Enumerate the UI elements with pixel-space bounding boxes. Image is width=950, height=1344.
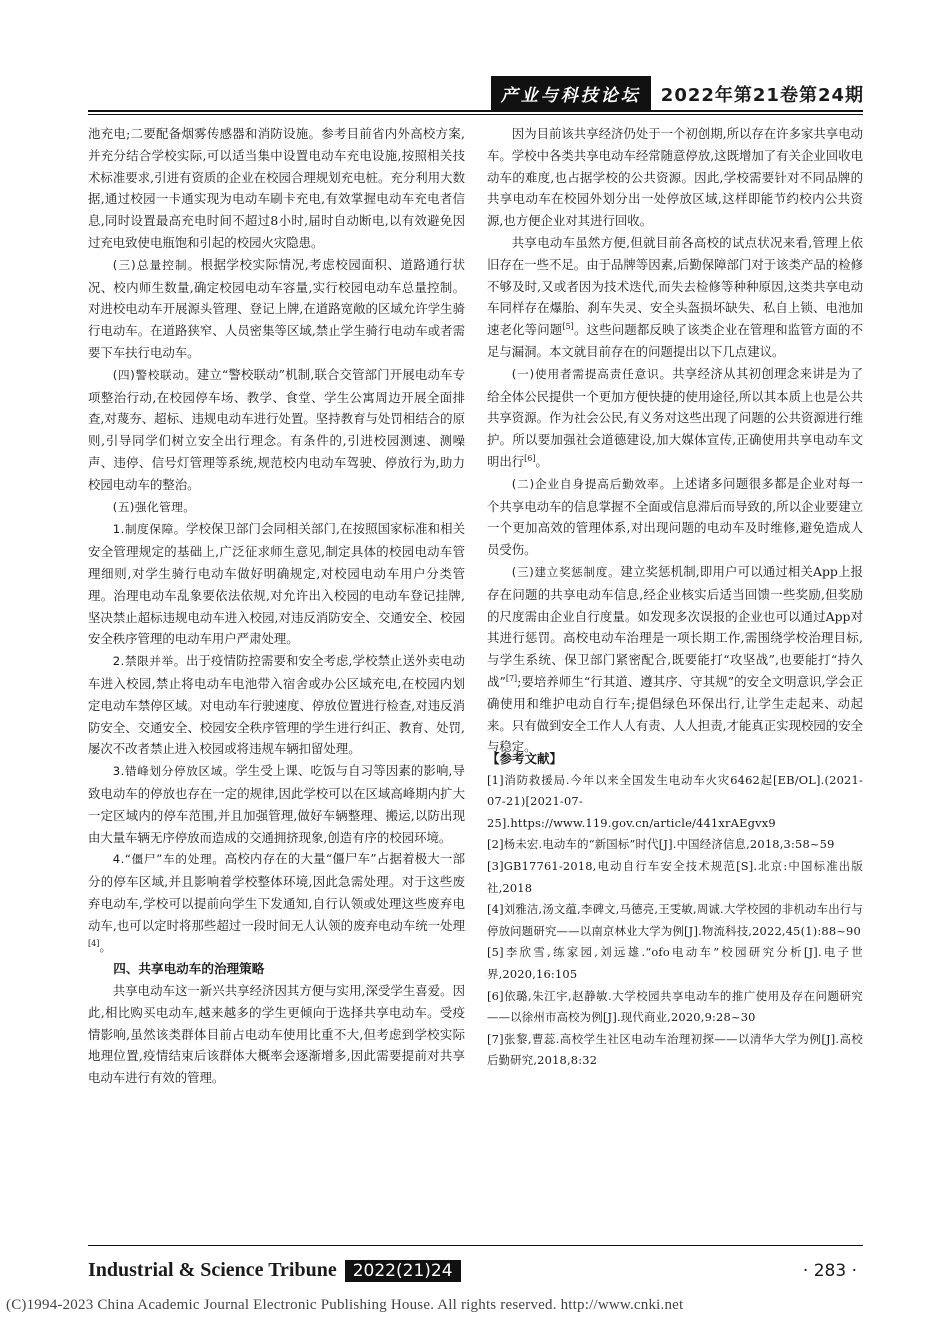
paragraph: (一)使用者需提高责任意识。共享经济从其初创理念来讲是为了给全体公民提供一个更加方便快捷的使用途径,所以其本质上也是公共共享资源。作为社会公民,有义务对这些出现了问题的公共资源进行维护。所以要加强社会道德建设,加大媒体宣传,正确使用共享电动车文明出行[6]。 (487, 365, 863, 469)
citation: [7] (505, 673, 518, 683)
paragraph: 共享电动车虽然方便,但就目前各高校的试点状况来看,管理上依旧存在一些不足。由于品牌等因素,后勤保障部门对于该类产品的检修不够及时,又或者因为技术迭代,而失去检修等种种原因,这类共享电动车同样存在爆胎、刹车失灵、安全头盔损坏缺失、私自上锁、电池加速老化等问题[5]。这些问题都反映了该类企业在管理和监管方面的不足与漏洞。本文就目前存在的问题提出以下几点建议。 (487, 234, 864, 359)
header-rule-thin (88, 114, 863, 115)
citation: [6] (524, 453, 536, 463)
paragraph-lead: (三)建立奖惩制度。 (511, 564, 621, 579)
paragraph: (四)警校联动。建立“警校联动”机制,联合交管部门开展电动车专项整治行动,在校园停车场、教学、食堂、学生公寓周边开展全面排查,对蔑夯、超标、违规电动车进行处置。坚持教育与处罚相结合的原则,引导同学们树立安全出行理念。有条件的,引进校园测速、测噪声、违停、信号灯管理等系统,规范校内电动车驾驶、停放行为,助力校园电动车的整治。 (88, 366, 466, 492)
running-header (491, 76, 864, 111)
paragraph-lead: 2.禁限并举。 (112, 654, 186, 669)
paragraph-lead: 4.“僵尸”车的处理。 (112, 852, 225, 867)
reference-item: [2]杨未宏.电动车的“新国标”时代[J].中国经济信息,2018,3:58~59 (487, 837, 835, 852)
journal-issue: 2022年第21卷第24期 (660, 84, 864, 106)
paragraph: 1.制度保障。学校保卫部门会同相关部门,在按照国家标准和相关安全管理规定的基础上,广泛征求师生意见,制定具体的校园电动车管理细则,对学生骑行电动车做好明确规定,对校园电动车用户分类管理。治理电动车乱象要依法依规,对允许出入校园的电动车登记挂牌,坚决禁止超标违规电动车进入校园,对违反消防安全、交通安全、校园安全秩序管理的电动车用户严肃处理。 (88, 521, 465, 647)
paragraph: 共享电动车这一新兴共享经济因其方便与实用,深受学生喜爱。因此,相比购买电动车,越来越多的学生更倾向于选择共享电动车。受疫情影响,虽然该类群体目前占电动车使用比重不大,但考虑到学校实际地理位置,疫情结束后该群体大概率会逐渐增多,因此需要提前对共享电动车进行有效的管理。 (88, 983, 465, 1086)
header-rule (88, 110, 863, 112)
paragraph: 2.禁限并举。出于疫情防控需要和安全考虑,学校禁止送外卖电动车进入校园,禁止将电动车电池带入宿舍或办公区域充电,在校园内划定电动车禁停区域。对电动车行驶速度、停放位置进行检查,对违反消防安全、交通安全、校园安全秩序管理的学生进行纠正、教育、处罚,屡次不改者禁止进入校园或将违规车辆扣留处理。 (88, 653, 465, 757)
reference-item: [4]刘雅洁,汤文蕴,李碑文,马德亮,王雯敏,周诚.大学校园的非机动车出行与停放问题研究——以南京林业大学为例[J].物流科技,2022,45(1):88~90 (487, 902, 863, 938)
paragraph: (三)总量控制。根据学校实际情况,考虑校园面积、道路通行状况、校内师生数量,确定校园电动车容量,实行校园电动车总量控制。对进校电动车开展源头管理、登记上牌,在道路宽敞的区域允许学生骑行电动车。在道路狭窄、人员密集等区域,禁止学生骑行电动车或者需要下车扶行电动车。 (88, 256, 465, 360)
reference-item: [1]消防救援局.今年以来全国发生电动车火灾6462起[EB/OL].(2021-07-21)[2021-07-25].https://www.119.gov.cn/article/441xrAEgvx9 (487, 772, 863, 830)
footer-journal (88, 1259, 461, 1282)
reference-item: [5]李欣雪,练家园,刘远雄.“ofo电动车”校园研究分析[J].电子世界,2020,16:105 (487, 945, 863, 981)
page-number: · 283 · (802, 1261, 857, 1281)
paragraph: (二)企业自身提高后勤效率。上述诸多问题很多都是企业对每一个共享电动车的信息掌握不全面或信息滞后而导致的,所以企业要建立一个更加高效的管理体系,对出现问题的电动车及时维修,避免造成人员受伤。 (487, 475, 863, 558)
journal-name: 产业与科技论坛 (491, 76, 651, 111)
paragraph-lead: 1.制度保障。 (112, 522, 186, 537)
paragraph: 因为目前该共享经济仍处于一个初创期,所以存在许多家共享电动车。学校中各类共享电动车经常随意停放,这既增加了有关企业回收电动车的难度,也占据学校的公共资源。因此,学校需要针对不同品牌的共享电动车在校园外划分出一处停放区域,这样即能节约校内公共资源,也方便企业对其进行回收。 (487, 126, 863, 229)
citation: [4] (88, 939, 100, 949)
paragraph-lead: (四)警校联动。 (112, 367, 197, 382)
paragraph: (三)建立奖惩制度。建立奖惩机制,即用户可以通过相关App上报存在问题的共享电动车信息,经企业核实后适当回馈一些奖励,但奖励的尺度需由企业自行度量。如发现多次误报的企业也可以通过App对其进行惩罚。高校电动车治理是一项长期工作,需围绕学校治理目标,与学生系统、保卫部门紧密配合,既要能打“攻坚战”,也要能打“持久战”[7];要培养师生“行其道、遵其序、守其规”的安全文明意识,学会正确使用和维护电动自行车;提倡绿色环保出行,让学生走起来、动起来。只有做到安全工作人人有责、人人担责,才能真正实现校园的安全与稳定。 (487, 563, 863, 755)
footer-issue: 2022(21)24 (345, 1260, 461, 1282)
reference-item: [6]依璐,朱江宇,赵静敏.大学校园共享电动车的推广使用及存在问题研究——以徐州市高校为例[J].现代商业,2020,9:28~30 (487, 988, 863, 1025)
paragraph-lead: 3.错峰划分停放区域。 (112, 764, 236, 779)
footer-journal-title: Industrial & Science Tribune (88, 1259, 337, 1281)
paragraph-lead: (一)使用者需提高责任意识。 (511, 366, 673, 381)
section-heading: 四、共享电动车的治理策略 (113, 961, 265, 977)
right-column (487, 123, 863, 758)
citation: [5] (562, 322, 574, 332)
paragraph: 4.“僵尸”车的处理。高校内存在的大量“僵尸车”占据着极大一部分的停车区域,并且影响着学校整体环境,因此急需处理。对于这些废弃电动车,学校可以提前向学生下发通知,自行认领或处理这些废弃电动车,也可以定时将那些超过一段时间无人认领的废弃电动车统一处理[4]。 (88, 851, 465, 955)
paragraph-lead: (二)企业自身提高后勤效率。 (511, 476, 673, 491)
left-column (88, 123, 465, 1089)
references-title: 【参考文献】 (487, 751, 563, 766)
footer-rule (88, 1245, 863, 1246)
paragraph: 池充电;二要配备烟雾传感器和消防设施。参考目前省内外高校方案,并充分结合学校实际,可以适当集中设置电动车充电设施,按照相关技术标准要求,引进有资质的企业在校园合理规划充电桩。充分利用大数据,通过校园一卡通实现为电动车刷卡充电,有效掌握电动车充电者信息,同时设置最高充电时间不超过8小时,届时自动断电,以有效避免因过充电致使电瓶饱和引起的校园火灾隐患。 (88, 126, 465, 250)
references (487, 748, 863, 1072)
paragraph-lead: (三)总量控制。 (112, 257, 201, 272)
reference-item: [7]张黎,曹蕊.高校学生社区电动车治理初探——以清华大学为例[J].高校后勤研究,2018,8:32 (487, 1031, 863, 1068)
paragraph (88, 496, 465, 519)
paragraph: 3.错峰划分停放区域。学生受上课、吃饭与自习等因素的影响,导致电动车的停放也存在一定的规律,因此学校可以在区域高峰期内扩大一定区域内的停车范围,并且加强管理,做好车辆整理、搬运,以防出现由大量车辆无序停放而造成的交通拥挤现象,创造有序的校园环境。 (88, 763, 465, 845)
reference-item: [3]GB17761-2018,电动自行车安全技术规范[S].北京:中国标准出版社,2018 (487, 858, 863, 895)
paragraph-lead: (五)强化管理。 (112, 499, 196, 514)
copyright-notice: (C)1994-2023 China Academic Journal Electronic Publishing House. All rights reserved. http://www.cnki.net (6, 1297, 684, 1313)
